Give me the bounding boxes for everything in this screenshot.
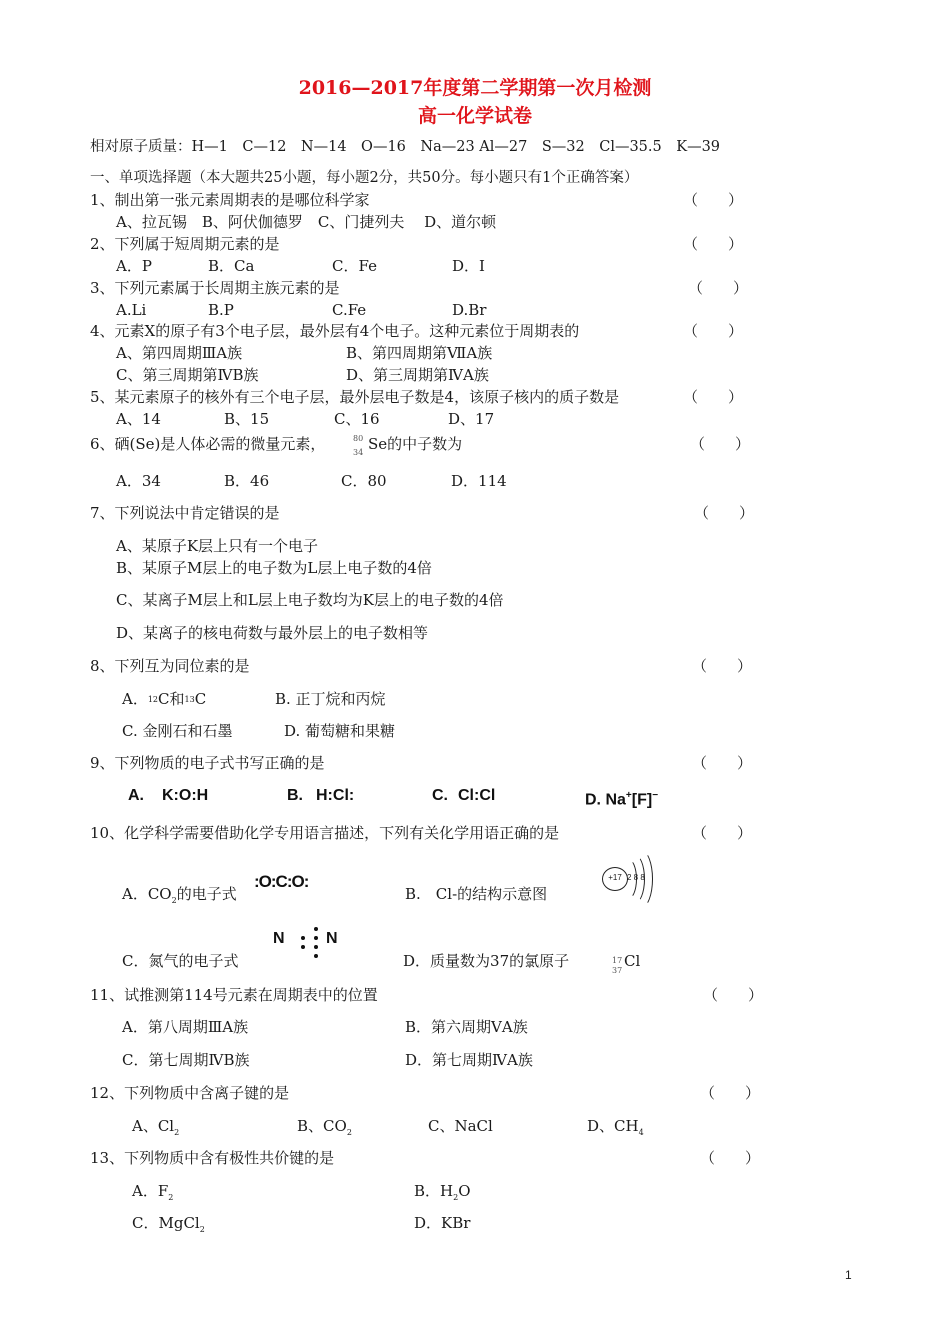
q6-atomic-number: 34 (353, 448, 364, 457)
q8-answer-paren: （ ） (692, 657, 753, 675)
q11-answer-paren: （ ） (703, 986, 764, 1004)
q6-stem-post: Se的中子数为 (368, 435, 463, 453)
q4-option-d: D、第三周期第ⅣA族 (346, 366, 489, 384)
q4-option-a: A、第四周期ⅢA族 (116, 344, 243, 362)
q11-option-a: A．第八周期ⅢA族 (122, 1018, 249, 1036)
q13-option-c (132, 1213, 205, 1240)
q13-option-b-subscript: 2 (453, 1193, 459, 1202)
q3-option-b: B.P (208, 301, 234, 319)
q10-n2-electron-dot (301, 936, 305, 940)
q12-option-d (587, 1116, 644, 1143)
q13-stem: 13、下列物质中含有极性共价键的是 (90, 1149, 335, 1167)
q7-option-d: D、某离子的核电荷数与最外层上的电子数相等 (116, 624, 429, 642)
q9-stem: 9、下列物质的电子式书写正确的是 (90, 754, 325, 772)
q7-option-a: A、某原子K层上只有一个电子 (116, 537, 319, 555)
q9-option-a-label: A. (128, 787, 144, 804)
q8-option-a (122, 689, 206, 710)
q10-option-a-suffix: 的电子式 (176, 885, 237, 903)
q3-option-a: A.Li (116, 301, 147, 319)
q10-co2-lewis-structure: :O:C:O: (254, 872, 309, 891)
exam-title: 2016—2017年度第二学期第一次月检测 (298, 77, 652, 99)
q8-option-a-prefix: A． (122, 690, 148, 708)
page-number: 1 (845, 1268, 852, 1282)
q9-option-b-formula: H:Cl: (316, 787, 355, 804)
q5-option-c: C、16 (334, 410, 380, 428)
q13-option-a (132, 1181, 173, 1208)
q8-mass-13: 13 (184, 695, 195, 704)
q11-stem: 11、试推测第114号元素在周期表中的位置 (90, 986, 378, 1004)
q2-option-d: D．I (452, 257, 485, 275)
q12-option-b-subscript: 2 (346, 1128, 352, 1137)
q4-answer-paren: （ ） (683, 322, 744, 340)
q10-option-d: D．质量数为37的氯原子 (403, 952, 570, 970)
q8-stem: 8、下列互为同位素的是 (90, 657, 250, 675)
q3-answer-paren: （ ） (688, 279, 749, 297)
q12-option-c: C、NaCl (428, 1117, 493, 1135)
q3-option-d: D.Br (452, 301, 487, 319)
q10-n2-electron-dot (314, 954, 318, 958)
q13-answer-paren: （ ） (700, 1149, 761, 1167)
section-heading: 一、单项选择题（本大题共25小题，每小题2分，共50分。每小题只有1个正确答案） (90, 170, 639, 186)
q10-option-c: C．氮气的电子式 (122, 952, 239, 970)
q11-option-d: D．第七周期ⅣA族 (405, 1051, 533, 1069)
q12-option-a-subscript: 2 (174, 1128, 180, 1137)
q10-nitrogen-atom-2: N (326, 930, 338, 947)
q5-option-d: D、17 (448, 410, 495, 428)
q9-option-c-formula: Cl:Cl (458, 787, 496, 804)
q5-option-a: A、14 (116, 410, 161, 428)
q7-option-c: C、某离子M层上和L层上电子数均为K层上的电子数的4倍 (116, 591, 504, 609)
q9-option-d-cation: Na (605, 791, 626, 809)
q12-option-b-text: B、CO (297, 1117, 347, 1135)
q10-n2-electron-dot (314, 945, 318, 949)
q10-answer-paren: （ ） (692, 824, 753, 842)
q10-n2-electron-dot (301, 945, 305, 949)
q11-option-c: C．第七周期ⅣB族 (122, 1051, 250, 1069)
q13-option-b-text: B．H (414, 1182, 454, 1200)
q5-stem: 5、某元素原子的核外有三个电子层，最外层电子数是4，该原子核内的质子数是 (90, 388, 620, 406)
q12-option-d-subscript: 4 (638, 1128, 644, 1137)
q10-option-b: B. Cl-的结构示意图 (405, 885, 548, 903)
q9-option-d (585, 786, 658, 810)
q13-option-c-text: C．MgCl (132, 1214, 200, 1232)
q12-option-a (132, 1116, 179, 1143)
q8-option-b: B. 正丁烷和丙烷 (275, 690, 386, 708)
q3-option-c: C.Fe (332, 301, 367, 319)
q10-chlorine-mass-number: 37 (612, 966, 623, 975)
q4-option-b: B、第四周期第ⅦA族 (346, 344, 493, 362)
q13-option-c-subscript: 2 (199, 1225, 205, 1234)
q8-option-a-mid: C和 (158, 690, 185, 708)
q5-answer-paren: （ ） (683, 388, 744, 406)
q9-answer-paren: （ ） (692, 754, 753, 772)
q6-option-c: C．80 (341, 472, 387, 490)
q10-n2-electron-dot (314, 927, 318, 931)
q1-options: A、拉瓦锡 B、阿伏伽德罗 C、门捷列夫 D、道尔顿 (116, 213, 497, 231)
q12-stem: 12、下列物质中含离子键的是 (90, 1084, 290, 1102)
exam-subtitle: 高一化学试卷 (417, 105, 532, 127)
q2-stem: 2、下列属于短周期元素的是 (90, 235, 280, 253)
q10-chlorine-symbol: Cl (624, 952, 641, 970)
q8-option-a-post: C (194, 690, 207, 708)
q2-answer-paren: （ ） (683, 235, 744, 253)
q9-option-a-formula: K:O:H (162, 787, 209, 804)
q10-nitrogen-atom-1: N (273, 930, 285, 947)
q12-option-d-text: D、CH (587, 1117, 639, 1135)
q9-option-c-label: C. (432, 787, 448, 804)
q7-option-b: B、某原子M层上的电子数为L层上电子数的4倍 (116, 559, 432, 577)
q10-n2-electron-dot (314, 936, 318, 940)
q9-option-b-label: B. (287, 787, 303, 804)
q9-option-d-plus: + (625, 790, 632, 801)
q10-chloride-nucleus-charge: +17 (608, 873, 622, 882)
q8-mass-12: 12 (147, 695, 159, 704)
q5-option-b: B、15 (224, 410, 270, 428)
q10-electron-shells: 2 8 8 (627, 873, 645, 882)
q13-option-a-text: A．F (132, 1182, 169, 1200)
q1-answer-paren: （ ） (683, 191, 744, 209)
q2-option-a: A．P (116, 257, 152, 275)
q13-option-b-suffix: O (458, 1182, 471, 1200)
q9-option-d-anion: [F] (631, 791, 653, 809)
q2-option-c: C．Fe (332, 257, 377, 275)
q6-answer-paren: （ ） (690, 435, 751, 453)
q4-option-c: C、第三周期第ⅣB族 (116, 366, 259, 384)
q6-mass-number: 80 (353, 434, 364, 443)
q10-option-a-prefix: A．CO (122, 885, 172, 903)
q7-answer-paren: （ ） (694, 504, 755, 522)
q1-stem: 1、制出第一张元素周期表的是哪位科学家 (90, 191, 370, 209)
q3-stem: 3、下列元素属于长周期主族元素的是 (90, 279, 340, 297)
atomic-masses: 相对原子质量：H—1 C—12 N—14 O—16 Na—23 Al—27 S—32 Cl—35.5 K—39 (90, 139, 721, 155)
q10-co2-subscript: 2 (171, 896, 177, 905)
q4-stem: 4、元素X的原子有3个电子层，最外层有4个电子。这种元素位于周期表的 (90, 322, 580, 340)
q13-option-a-subscript: 2 (168, 1193, 174, 1202)
q10-chlorine-atomic-number: 17 (612, 956, 623, 965)
q10-option-a (122, 884, 237, 911)
q6-option-a: A．34 (116, 472, 161, 490)
q8-option-d: D. 葡萄糖和果糖 (284, 722, 396, 740)
q13-option-d: D．KBr (414, 1214, 471, 1232)
q6-stem-pre: 6、硒(Se)是人体必需的微量元素， (90, 435, 326, 453)
q11-option-b: B．第六周期ⅤA族 (405, 1018, 528, 1036)
q6-option-b: B．46 (224, 472, 270, 490)
q9-option-d-label: D. (585, 791, 601, 809)
q8-option-c: C. 金刚石和石墨 (122, 722, 233, 740)
q7-stem: 7、下列说法中肯定错误的是 (90, 504, 280, 522)
q2-option-b: B．Ca (208, 257, 255, 275)
q12-answer-paren: （ ） (700, 1084, 761, 1102)
q12-option-b (297, 1116, 352, 1143)
q13-option-b (414, 1181, 471, 1208)
q6-option-d: D．114 (451, 472, 507, 490)
q12-option-a-text: A、Cl (132, 1117, 175, 1135)
q10-stem: 10、化学科学需要借助化学专用语言描述，下列有关化学用语正确的是 (90, 824, 560, 842)
q9-option-d-minus: − (652, 790, 659, 801)
